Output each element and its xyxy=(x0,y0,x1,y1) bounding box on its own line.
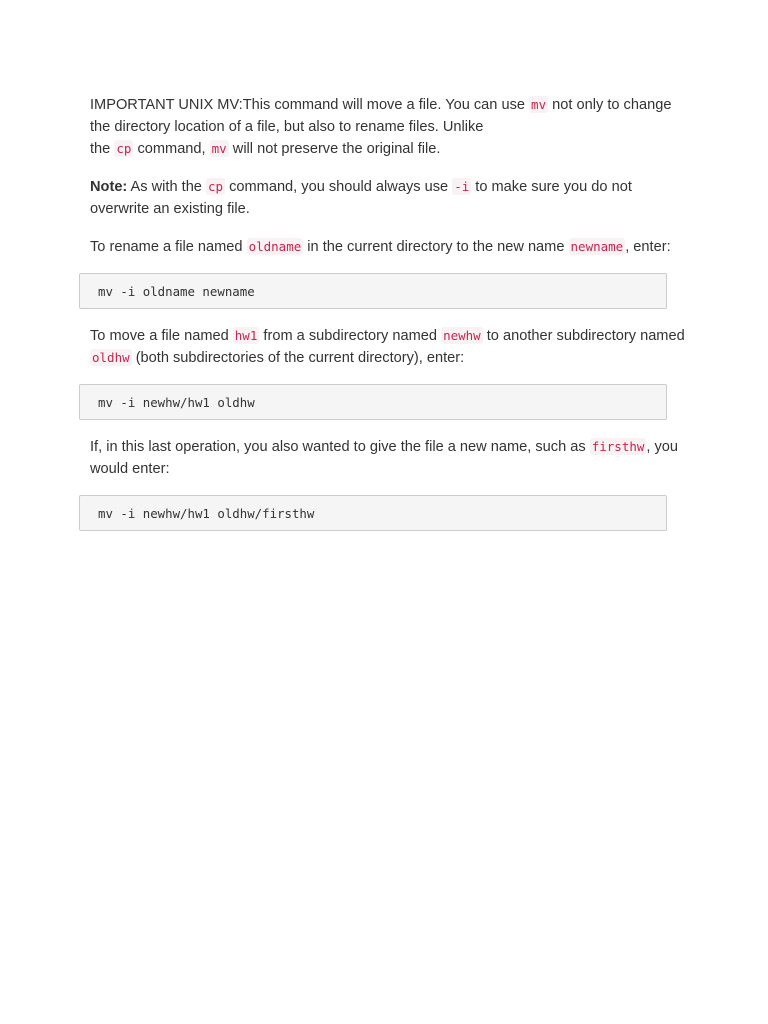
intro-text-5: will not preserve the original file. xyxy=(228,141,441,157)
inline-code-newhw: newhw xyxy=(443,328,481,343)
rename-text-2: in the current directory to the new name xyxy=(303,239,569,255)
intro-text-2: not only to change the directory location of a file, but also to rename files. Unlike xyxy=(90,97,672,135)
move-rename-text-1: If, in this last operation, you also wanted to give the file a new name, such as xyxy=(90,439,590,455)
note-text-2: command, you should always use xyxy=(225,179,453,195)
move-text-2: from a subdirectory named xyxy=(259,328,442,344)
inline-code-mv: mv xyxy=(211,141,227,156)
note-text-3: to make sure you do not overwrite an existing file. xyxy=(90,179,632,217)
inline-code-hw1: hw1 xyxy=(234,328,258,343)
inline-code-oldname: oldname xyxy=(248,239,302,254)
intro-text-3: the xyxy=(90,141,115,157)
intro-text-1: IMPORTANT UNIX MV:This command will move a file. You can use xyxy=(90,97,530,113)
inline-code-oldhw: oldhw xyxy=(92,350,130,365)
move-text-4: (both subdirectories of the current directory), enter: xyxy=(131,350,465,366)
note-text-1: As with the xyxy=(127,179,206,195)
move-paragraph xyxy=(90,325,690,369)
note-label: Note: xyxy=(90,179,128,195)
note-paragraph xyxy=(90,176,690,220)
inline-code-newname: newname xyxy=(570,239,624,254)
inline-code-cp: cp xyxy=(207,179,224,194)
move-rename-paragraph xyxy=(90,436,690,480)
code-block-rename: mv -i oldname newname xyxy=(79,273,667,309)
move-text-1: To move a file named xyxy=(90,328,233,344)
move-rename-text-2: , you would enter: xyxy=(90,439,679,477)
rename-text-3: , enter: xyxy=(625,239,671,255)
inline-code-mv: mv xyxy=(531,97,547,112)
inline-code-firsthw: firsthw xyxy=(591,439,645,454)
code-block-move: mv -i newhw/hw1 oldhw xyxy=(79,384,667,420)
move-text-3: to another subdirectory named xyxy=(482,328,685,344)
document-body xyxy=(90,94,690,547)
intro-paragraph xyxy=(90,94,690,160)
rename-text-1: To rename a file named xyxy=(90,239,247,255)
intro-text-4: command, xyxy=(133,141,210,157)
inline-code-i-flag: -i xyxy=(454,179,470,194)
rename-paragraph xyxy=(90,236,690,258)
code-block-move-rename: mv -i newhw/hw1 oldhw/firsthw xyxy=(79,495,667,531)
inline-code-cp: cp xyxy=(116,141,132,156)
